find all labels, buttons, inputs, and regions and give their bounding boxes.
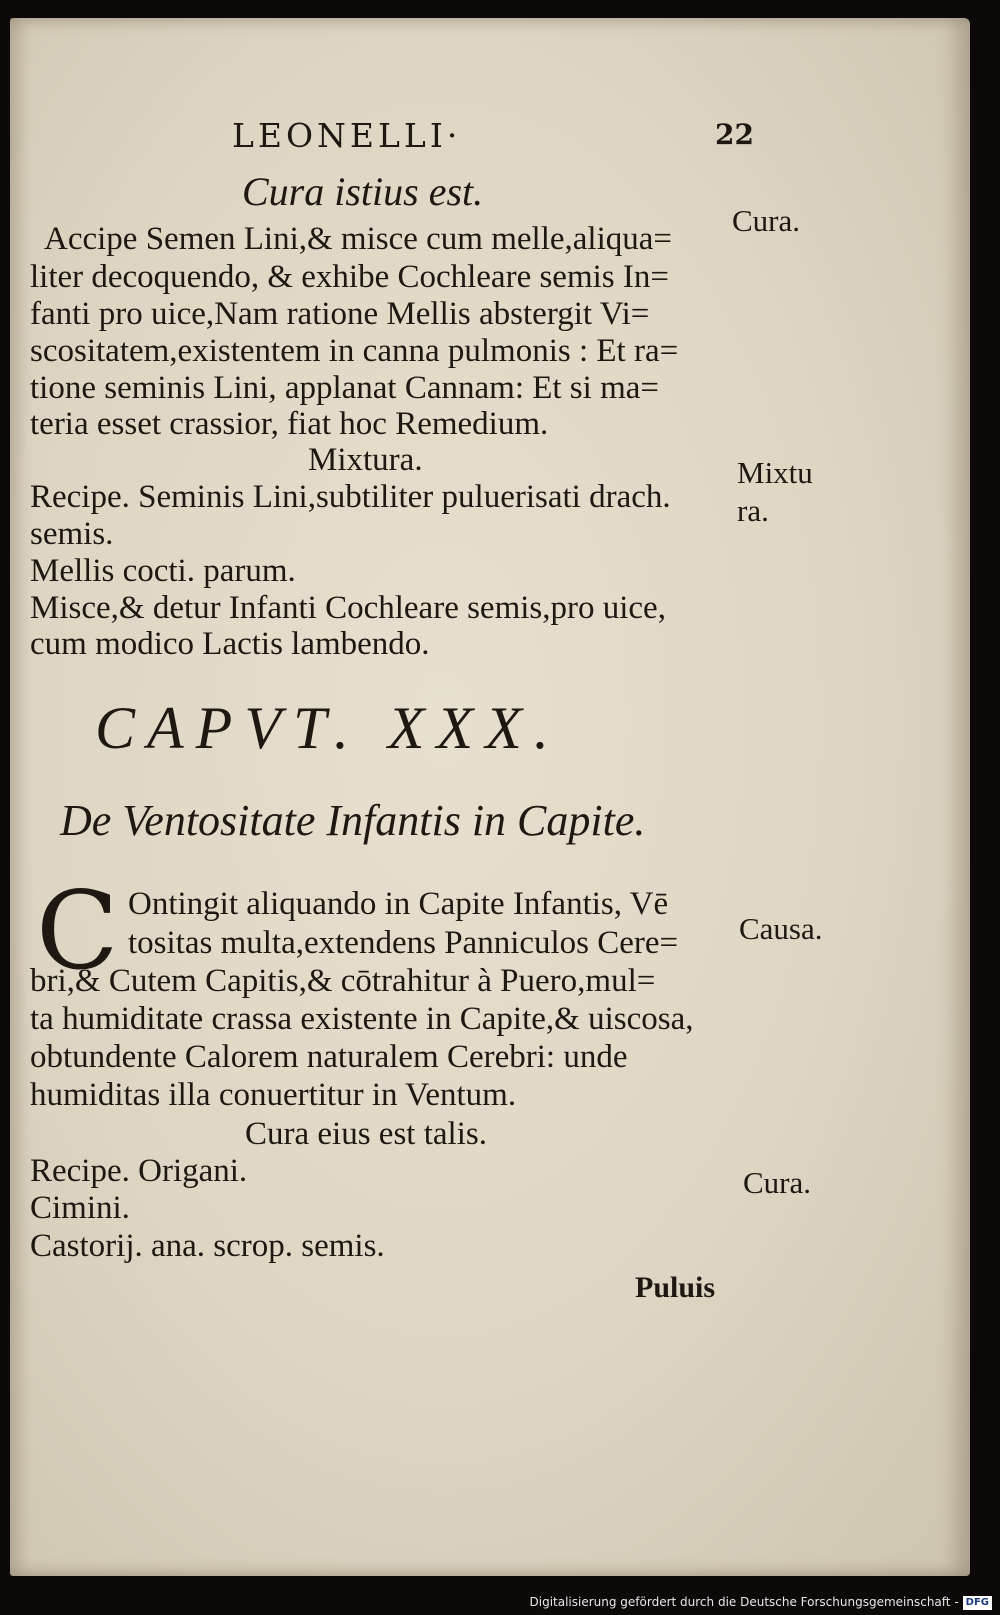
margin-note-mixtura: Mixtu xyxy=(737,455,813,490)
dfg-logo: DFG xyxy=(963,1596,992,1610)
text-line: humiditas illa conuertitur in Ventum. xyxy=(30,1077,517,1113)
recipe-line: Cimini. xyxy=(30,1190,130,1226)
running-head: LEONELLI· xyxy=(232,116,462,155)
text-line: liter decoquendo, & exhibe Cochleare semis In= xyxy=(30,259,669,295)
text-line: bri,& Cutem Capitis,& cōtrahitur à Puero,mul= xyxy=(30,963,656,999)
recipe-line: cum modico Lactis lambendo. xyxy=(30,626,430,662)
digitization-credit xyxy=(530,1589,993,1615)
margin-note-cura: Cura. xyxy=(732,203,801,238)
chapter-title: De Ventositate Infantis in Capite. xyxy=(60,796,646,845)
text-line: Accipe Semen Lini,& misce cum melle,aliqua= xyxy=(44,221,672,257)
text-line: tositas multa,extendens Panniculos Cere= xyxy=(128,925,679,961)
recipe-line: Misce,& detur Infanti Cochleare semis,pro uice, xyxy=(30,590,666,626)
text-line: tione seminis Lini, applanat Cannam: Et si ma= xyxy=(30,370,659,406)
recipe-line: Recipe. Origani. xyxy=(30,1153,248,1189)
section-heading-cura: Cura istius est. xyxy=(242,169,484,214)
text-line: teria esset crassior, fiat hoc Remedium. xyxy=(30,406,549,442)
margin-note-mixtura-cont: ra. xyxy=(737,493,769,528)
text-line: ta humiditate crassa existente in Capite,& uiscosa, xyxy=(30,1001,694,1037)
text-line: scositatem,existentem in canna pulmonis : Et ra= xyxy=(30,333,679,369)
book-page xyxy=(10,18,970,1576)
margin-note-causa: Causa. xyxy=(739,911,823,946)
page-number: 22 xyxy=(715,118,754,151)
margin-note-cura: Cura. xyxy=(743,1165,812,1200)
catchword: Puluis xyxy=(635,1271,716,1304)
text-line: Ontingit aliquando in Capite Infantis, Vē xyxy=(128,886,669,922)
chapter-number: CAPVT. XXX. xyxy=(95,695,561,761)
recipe-line: semis. xyxy=(30,516,114,552)
text-line: fanti pro uice,Nam ratione Mellis abstergit Vi= xyxy=(30,296,650,332)
recipe-line: Castorij. ana. scrop. semis. xyxy=(30,1228,385,1264)
cura-heading: Cura eius est talis. xyxy=(245,1116,487,1152)
text-line: obtundente Calorem naturalem Cerebri: unde xyxy=(30,1039,628,1075)
recipe-line: Mellis cocti. parum. xyxy=(30,553,296,589)
mixtura-heading: Mixtura. xyxy=(308,442,423,478)
recipe-line: Recipe. Seminis Lini,subtiliter puluerisati drach. xyxy=(30,479,671,515)
credit-text: Digitalisierung gefördert durch die Deutsche Forschungsgemeinschaft - xyxy=(529,1595,959,1609)
drop-capital: C xyxy=(36,869,119,994)
